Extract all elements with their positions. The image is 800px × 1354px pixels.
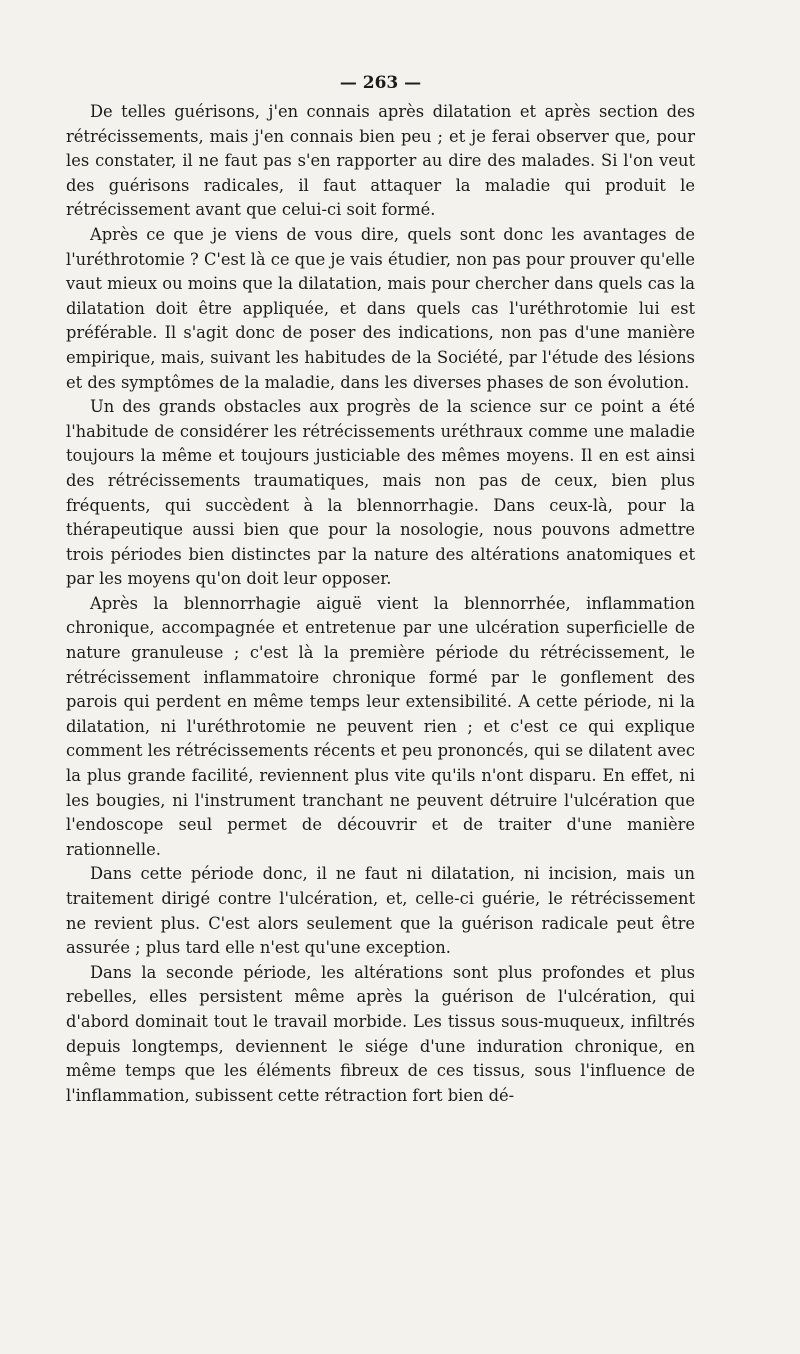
page-number: — 263 —: [339, 73, 422, 93]
paragraph: Un des grands obstacles aux progrès de la science sur ce point a été l'habitude de considérer les rétrécissements uréthraux comme une maladie toujours la même et toujours justiciable des mêmes moyens. Il en est ainsi des rétrécissements traumatiques, mais non pas de ceux, bien plus fréquents, qui succèdent à la blennorrhagie. Dans ceux-là, pour la thérapeutique aussi bien que pour la nosologie, nous pouvons admettre trois périodes bien distinctes par la nature des altérations anatomiques et par les moyens qu'on doit leur opposer.: [66, 397, 695, 589]
body-text: [66, 100, 695, 1108]
paragraph: De telles guérisons, j'en connais après dilatation et après section des rétrécissements, mais j'en connais bien peu ; et je ferai observer que, pour les constater, il ne faut pas s'en rapporter au dire des malades. Si l'on veut des guérisons radicales, il faut attaquer la maladie qui produit le rétrécissement avant que celui-ci soit formé.: [66, 102, 695, 220]
paragraph: Dans la seconde période, les altérations sont plus profondes et plus rebelles, elles persistent même après la guérison de l'ulcération, qui d'abord dominait tout le travail morbide. Les tissus sous-muqueux, infiltrés depuis longtemps, deviennent le siége d'une induration chronique, en même temps que les éléments fibreux de ces tissus, sous l'influence de l'inflammation, subissent cette rétraction fort bien dé-: [66, 962, 695, 1105]
paragraph: Après la blennorrhagie aiguë vient la blennorrhée, inflammation chronique, accompagnée et entretenue par une ulcération superficielle de nature granuleuse ; c'est là la première période du rétrécissement, le rétrécissement inflammatoire chronique formé par le gonflement des parois qui perdent en même temps leur extensibilité. A cette période, ni la dilatation, ni l'uréthrotomie ne peuvent rien ; et c'est ce qui explique comment les rétrécissements récents et peu prononcés, qui se dilatent avec la plus grande facilité, reviennent plus vite qu'ils n'ont disparu. En effet, ni les bougies, ni l'instrument tranchant ne peuvent détruire l'ulcération que l'endoscope seul permet de découvrir et de traiter d'une manière rationnelle.: [66, 593, 695, 859]
paragraph: Dans cette période donc, il ne faut ni dilatation, ni incision, mais un traitement dirigé contre l'ulcération, et, celle-ci guérie, le rétrécissement ne revient plus. C'est alors seulement que la guérison radicale peut être assurée ; plus tard elle n'est qu'une exception.: [66, 864, 695, 958]
paragraph: Après ce que je viens de vous dire, quels sont donc les avantages de l'uréthrotomie ? C'est là ce que je vais étudier, non pas pour prouver qu'elle vaut mieux ou moins que la dilatation, mais pour chercher dans quels cas la dilatation doit être appliquée, et dans quels cas l'uréthrotomie lui est préférable. Il s'agit donc de poser des indications, non pas d'une manière empirique, mais, suivant les habitudes de la Société, par l'étude des lésions et des symptômes de la maladie, dans les diverses phases de son évolution.: [66, 224, 695, 392]
